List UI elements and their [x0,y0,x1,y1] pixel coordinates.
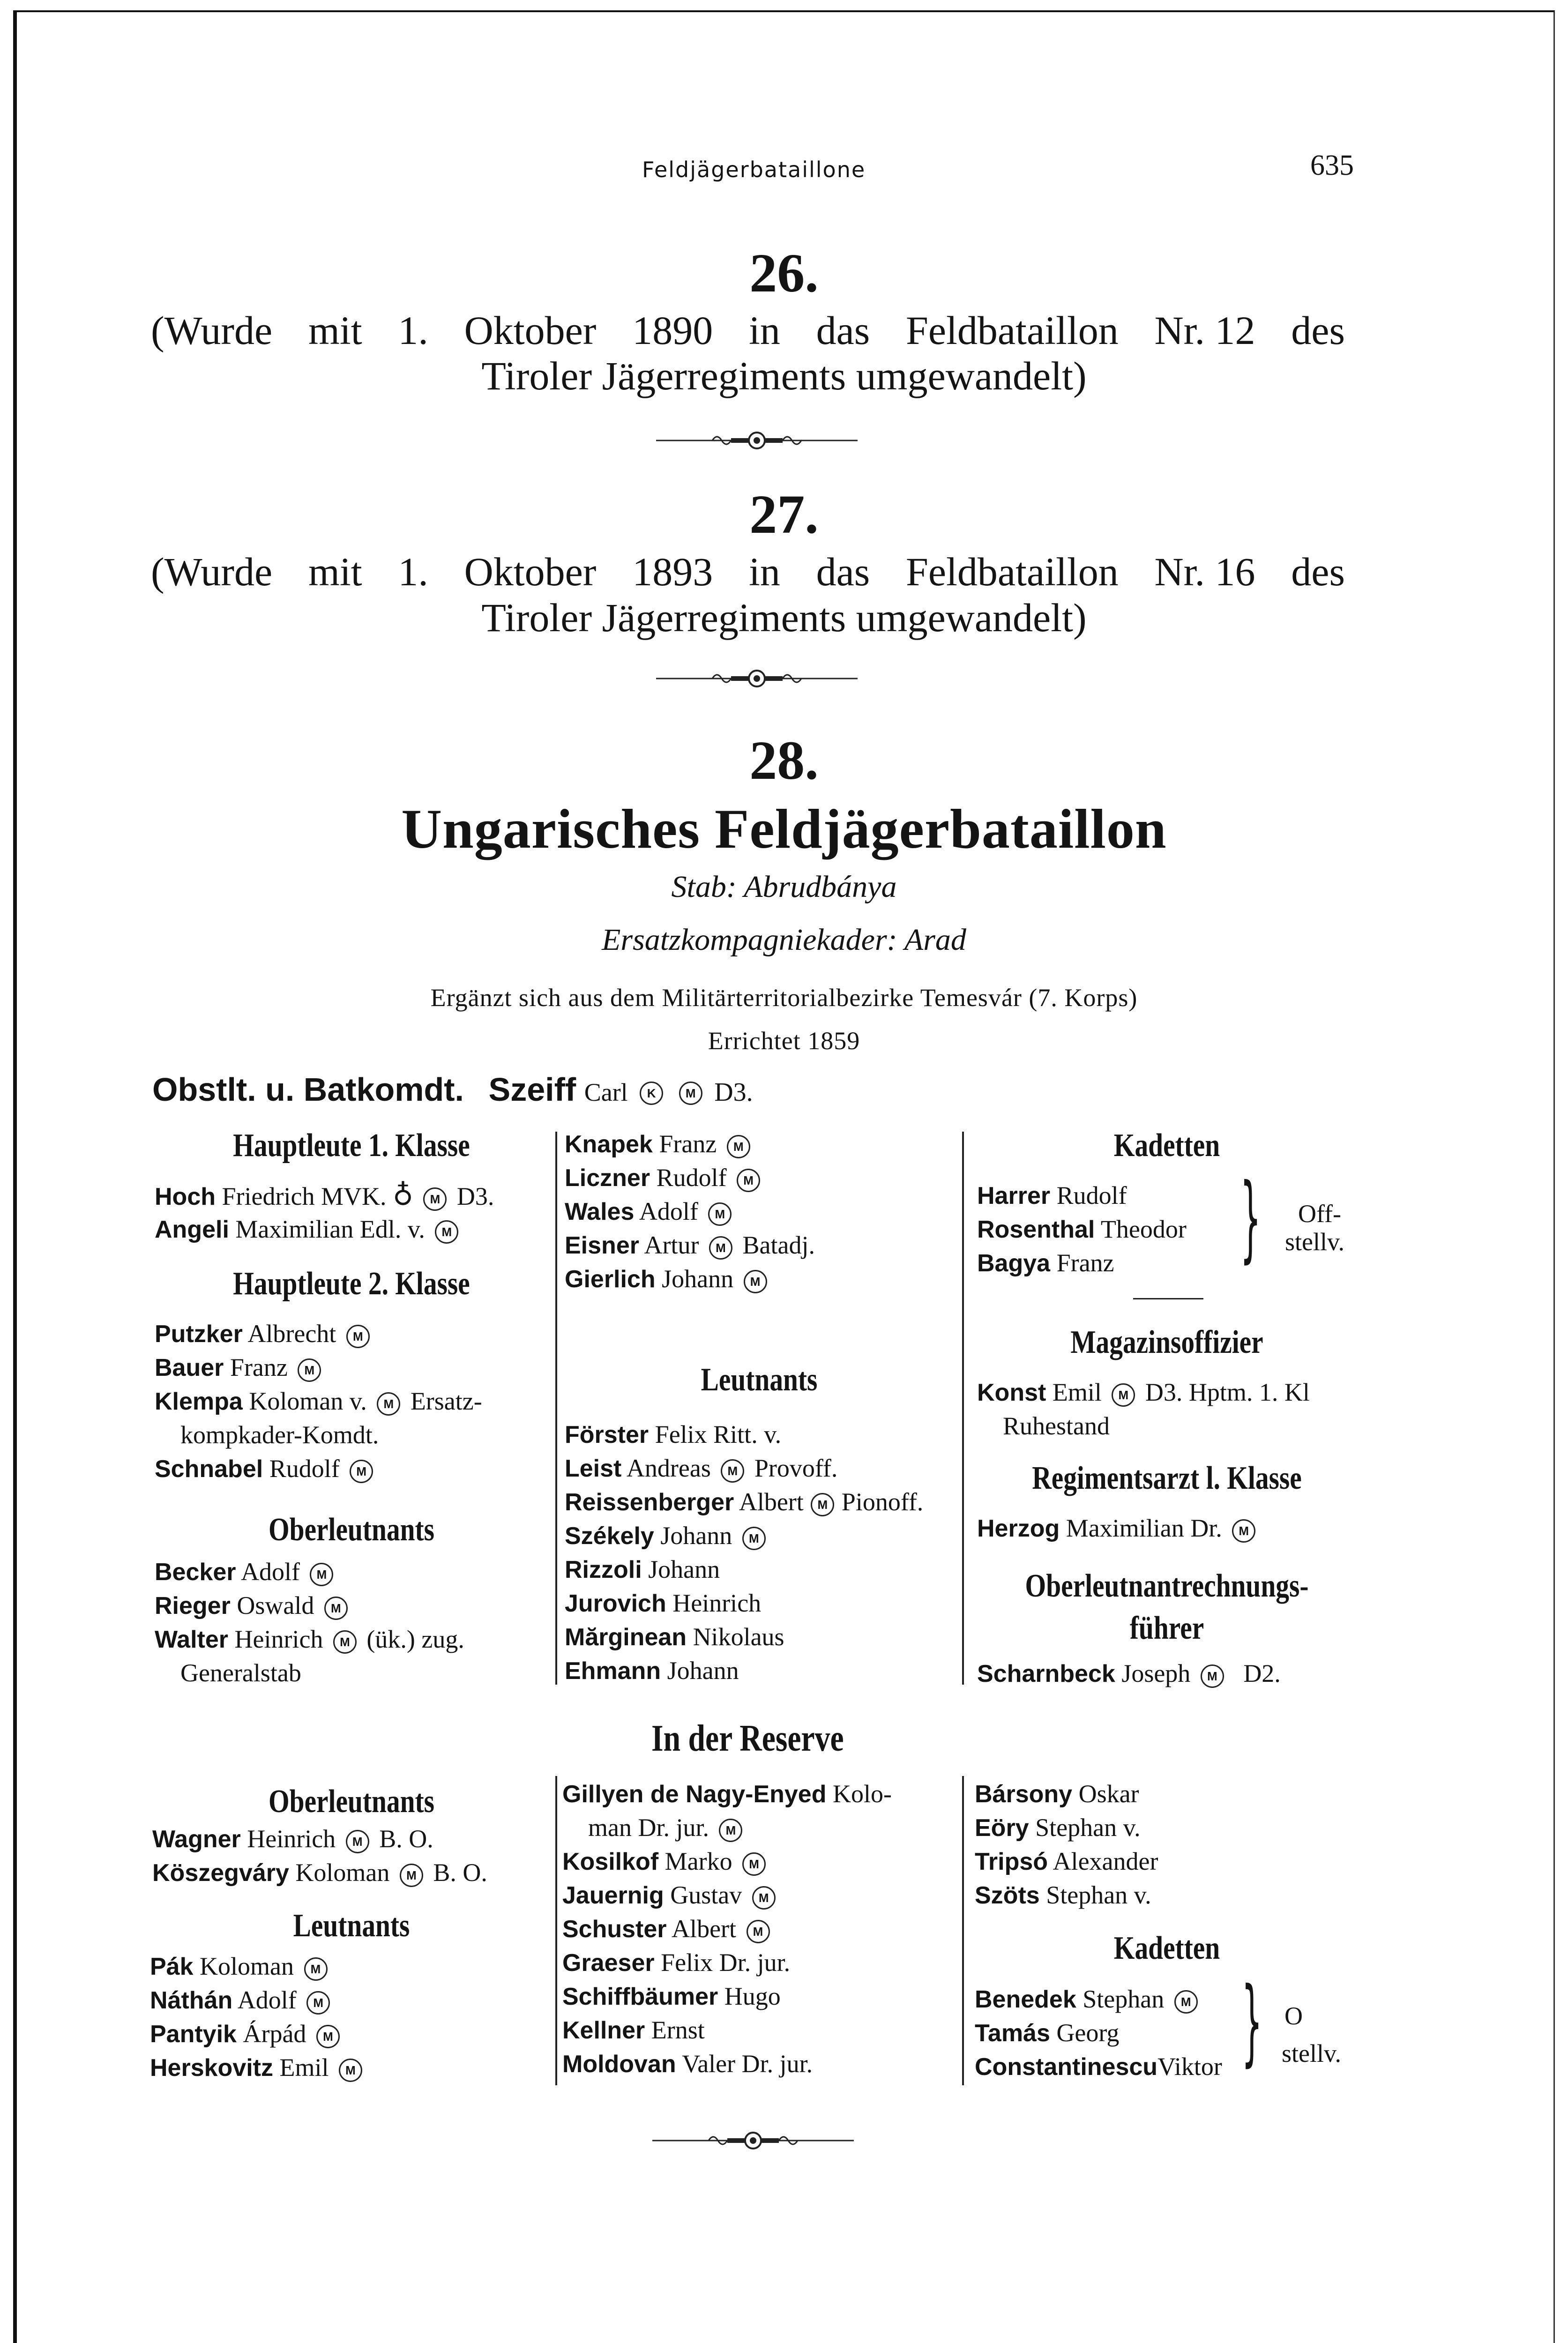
given-name: Andreas [626,1454,711,1482]
list-item [562,1878,779,1912]
list-item [565,1262,771,1296]
note-line: stellv. [1282,2039,1341,2067]
surname: Angeli [155,1216,229,1243]
m-mark-icon: M [1112,1383,1135,1407]
surname: Knapek [565,1131,653,1158]
ornament-divider-icon [652,2127,854,2155]
heading-leutnants: Leutnants [701,1362,818,1398]
list-item [565,1161,764,1195]
heading-reserve-oberleutnants: Oberleutnants [268,1783,434,1820]
surname: Herzog [977,1515,1060,1542]
list-item [150,1983,334,2017]
surname: Gierlich [565,1266,656,1293]
given-name: Franz [230,1353,288,1381]
surname: Gillyen de Nagy-Enyed [562,1781,827,1808]
given-name: Heinrich [672,1589,762,1617]
list-item [975,1844,1158,1879]
list-item [565,1586,761,1620]
given-name: Kolo- [833,1780,892,1808]
given-name: Koloman v. [249,1387,367,1415]
surname: Reissenberger [565,1489,734,1516]
given-name: Maximilian Edl. v. [235,1215,425,1243]
surname: Jauernig [562,1882,664,1909]
kadetten-note [1285,1200,1344,1256]
given-name: Stephan v. [1046,1881,1151,1909]
commander-rank: Obstlt. u. Batkomdt. [152,1071,464,1108]
surname: Rieger [155,1592,231,1619]
section-number-27: 27. [749,484,819,545]
surname: Bársony [975,1781,1073,1808]
ornament-divider-icon [656,664,858,693]
note-word: 1890 [632,308,713,353]
m-mark-icon: M [435,1220,458,1244]
m-mark-icon: M [306,1991,330,2015]
m-mark-icon: M [346,1325,370,1348]
note-word: Nr. 16 [1154,549,1255,594]
list-item [565,1620,784,1654]
reserve-heading: In der Reserve [651,1718,844,1759]
given-name: Alexander [1053,1847,1158,1875]
given-name: Theodor [1100,1215,1187,1243]
note-word: Oktober [464,308,597,353]
erganzt-line: Ergänzt sich aus dem Militärterritorialbezirke Temesvár (7. Korps) [430,984,1138,1012]
surname: Moldovan [562,2051,676,2078]
m-mark-icon: M [324,1597,348,1620]
surname: Schiffbäumer [562,1983,718,2010]
given-name: Valer Dr. jur. [682,2050,813,2078]
reserve-kadetten-note [1282,1997,1341,2072]
list-item [562,1946,790,1980]
note-26-line2: Tiroler Jägerregiments umgewandelt) [481,353,1087,398]
commander-line [152,1071,753,1109]
list-item [150,2017,343,2051]
list-item [565,1194,735,1229]
list-item [565,1519,769,1553]
m-mark-icon: M [346,1830,369,1853]
list-item [565,1451,837,1485]
list-item [975,1878,1151,1912]
given-name: Koloman [200,1952,294,1980]
stab-line: Stab: Abrudbánya [671,870,897,904]
given-name: Heinrich [247,1825,336,1853]
list-item [562,1912,774,1946]
list-item [565,1418,781,1452]
note-word: in [748,308,780,353]
surname: Köszegváry [152,1859,289,1887]
surname: Becker [155,1559,236,1586]
surname: Eöry [975,1814,1029,1842]
given-name: Maximilian Dr. [1066,1514,1222,1542]
ornament-divider-icon [656,426,858,455]
m-mark-icon: M [1174,1990,1198,2014]
list-item [565,1127,754,1161]
list-item [565,1552,720,1587]
k-mark-icon: K [640,1082,663,1105]
given-name: Johann [660,1522,732,1550]
given-name: Albert [739,1488,804,1516]
note-26-line1 [151,307,1345,354]
m-mark-icon: M [752,1886,776,1910]
heading-hauptleute-2: Hauptleute 2. Klasse [233,1266,470,1302]
errichtet-line: Errichtet 1859 [708,1027,860,1055]
note-word: des [1291,549,1345,594]
decoration: D3. Hptm. 1. Kl [1145,1378,1310,1406]
m-mark-icon: M [747,1920,770,1943]
commander-given: Carl [584,1078,628,1106]
m-mark-icon: M [742,1852,766,1876]
surname: Szöts [975,1882,1040,1909]
list-item [152,1856,487,1890]
surname: Pák [150,1953,194,1980]
given-name: Albert [672,1915,737,1943]
note-word: Feldbataillon [905,308,1119,353]
m-mark-icon: M [737,1169,760,1192]
list-item [155,1179,494,1214]
given-name: Stephan v. [1035,1813,1141,1842]
section-number-26: 26. [749,242,819,304]
note-27-line1 [151,548,1345,595]
heading-oberleutnants: Oberleutnants [268,1512,434,1548]
appointment: Batadj. [742,1231,815,1259]
given-name: Adolf [639,1197,698,1225]
note-word: 1. [398,549,428,594]
note-word: mit [308,549,362,594]
note-word: 1. [398,308,428,353]
heading-rechnungsfuehrer-1: Oberleutnantrechnungs- [1025,1568,1309,1604]
note-word: in [748,549,780,594]
surname: Wales [565,1198,635,1225]
list-item [975,2016,1119,2050]
given-name: Rudolf [1056,1181,1127,1209]
list-item [565,1485,923,1519]
m-mark-icon: M [339,2059,362,2082]
m-mark-icon: M [1232,1519,1255,1543]
column-rule [555,1132,557,1685]
given-name: Adolf [241,1558,300,1586]
list-item [975,1777,1139,1811]
surname: Ehmann [565,1657,661,1685]
m-mark-icon: M [679,1082,702,1105]
surname: Székely [565,1522,654,1550]
list-item [562,1844,769,1879]
battalion-title: Ungarisches Feldjägerbataillon [401,798,1167,860]
status: B. O. [433,1858,487,1887]
surname: Harrer [977,1182,1051,1209]
note-line: O [1284,2002,1303,2030]
note-word: mit [308,308,362,353]
given-name: Ernst [651,2016,705,2044]
heading-regimentsarzt: Regimentsarzt l. Klasse [1032,1460,1302,1496]
section-number-28: 28. [749,730,819,791]
list-item [150,1949,331,1984]
m-mark-icon: M [744,1270,767,1293]
status: B. O. [379,1825,433,1853]
list-item [562,1979,781,2014]
heading-kadetten: Kadetten [1113,1127,1220,1164]
note-word: Nr. 12 [1154,308,1255,353]
given-name: Johann [648,1555,720,1583]
heading-rechnungsfuehrer-2: führer [1129,1610,1204,1646]
given-name: Emil [279,2053,329,2082]
given-name: Felix Ritt. v. [655,1420,782,1448]
given-name: Friedrich MVK. [222,1182,387,1210]
list-item [977,1511,1259,1545]
list-item [977,1657,1281,1691]
given-name: Georg [1056,2019,1120,2047]
surname: Putzker [155,1321,243,1348]
decoration: D2. [1243,1659,1281,1687]
brace-icon: } [1241,1967,1262,2076]
list-item [150,2051,366,2085]
note-line: Off- [1298,1200,1341,1228]
given-name: Artur [644,1231,699,1259]
m-mark-icon: M [709,1236,732,1260]
note-line: stellv. [1285,1228,1344,1256]
m-mark-icon: M [350,1460,373,1483]
list-item [155,1589,351,1623]
list-item [975,1811,1141,1845]
surname: Bauer [155,1354,224,1381]
given-name: Heinrich [234,1625,323,1653]
heading-reserve-kadetten: Kadetten [1113,1930,1220,1966]
surname: Rizzoli [565,1556,642,1583]
heading-hauptleute-1: Hauptleute 1. Klasse [233,1127,470,1164]
list-item [562,2047,813,2081]
commander-surname: Szeiff [488,1071,576,1108]
m-mark-icon: M [742,1527,766,1550]
surname: Bagya [977,1250,1051,1277]
note-word: das [816,308,870,353]
decoration-symbol-icon: ♁ [392,1179,413,1212]
surname: Wagner [152,1826,241,1853]
surname: Benedek [975,1986,1076,2013]
given-name: Viktor [1157,2052,1222,2081]
surname: Jurovich [565,1590,666,1617]
list-item [562,2013,705,2047]
surname: Konst [977,1379,1046,1406]
m-mark-icon: M [423,1187,447,1211]
list-item-continuation: kompkader-Komdt. [180,1421,379,1449]
list-item [155,1317,373,1351]
given-name: Árpád [243,2020,306,2048]
surname: Walter [155,1626,228,1653]
given-name: Koloman [295,1858,390,1887]
list-item [977,1375,1310,1410]
m-mark-icon: M [304,1957,328,1981]
list-item [155,1622,464,1657]
given-name: Nikolaus [693,1623,784,1651]
given-name: Gustav [670,1881,742,1909]
surname: Schnabel [155,1455,263,1483]
list-item [977,1246,1114,1280]
note-word: (Wurde [151,308,273,353]
running-head: Feldjägerbataillone [642,157,866,182]
m-mark-icon: M [377,1392,400,1416]
m-mark-icon: M [333,1630,357,1654]
list-item [975,1982,1202,2016]
note-word: Oktober [464,549,597,594]
given-name: Adolf [237,1986,297,2014]
appointment: Provoff. [754,1454,838,1482]
given-name: Hugo [724,1982,781,2010]
surname: Náthán [150,1987,233,2014]
list-item [155,1452,377,1486]
surname: Förster [565,1421,649,1448]
appointment: (ük.) zug. [366,1625,464,1653]
surname: Graeser [562,1949,655,1977]
heading-reserve-leutnants: Leutnants [293,1908,410,1944]
note-27-line2: Tiroler Jägerregiments umgewandelt) [481,595,1087,640]
surname: Constantinescu [975,2053,1158,2081]
given-name: Johann [667,1657,739,1685]
given-name: Franz [1056,1249,1114,1277]
column-rule [962,1776,964,2085]
surname: Mărginean [565,1624,687,1651]
m-mark-icon: M [316,2025,340,2048]
surname: Kosilkof [562,1848,659,1875]
list-item-continuation: Generalstab [180,1659,301,1687]
given-name: Joseph [1121,1659,1191,1687]
m-mark-icon: M [811,1493,834,1516]
list-item [562,1777,892,1811]
surname: Rosenthal [977,1216,1095,1243]
surname: Leist [565,1455,622,1482]
short-rule [1133,1298,1203,1299]
surname: Eisner [565,1232,639,1259]
surname: Klempa [155,1388,243,1415]
heading-magazinsoffizier: Magazinsoffizier [1070,1324,1263,1360]
given-name: Marko [665,1847,732,1875]
appointment: Ersatz- [410,1387,482,1415]
list-item [565,1654,739,1688]
ersatz-line: Ersatzkompagniekader: Arad [602,923,966,957]
list-item [155,1384,482,1418]
surname: Schuster [562,1916,667,1943]
surname: Scharnbeck [977,1660,1115,1687]
surname: Liczner [565,1164,650,1192]
given-name: Stephan [1083,1985,1165,2013]
list-item [155,1555,337,1589]
list-item [977,1179,1127,1213]
given-name: Felix Dr. jur. [661,1948,791,1977]
given-name: Emil [1052,1378,1102,1406]
decoration: D3. [456,1182,494,1210]
list-item [155,1351,325,1385]
m-mark-icon: M [719,1819,742,1842]
note-word: 1893 [632,549,713,594]
given-name: Oskar [1078,1780,1139,1808]
surname: Tripsó [975,1848,1048,1875]
given-name: Albrecht [247,1320,336,1348]
given-name: Johann [662,1265,734,1293]
list-item [977,1212,1187,1246]
m-mark-icon: M [400,1864,423,1887]
m-mark-icon: M [298,1358,321,1382]
given-name: Franz [659,1130,717,1158]
m-mark-icon: M [708,1202,732,1226]
list-item [152,1822,433,1856]
column-rule [555,1776,557,2085]
m-mark-icon: M [721,1459,744,1483]
m-mark-icon: M [727,1135,750,1158]
list-item [155,1212,462,1246]
note-word: (Wurde [151,549,273,594]
m-mark-icon: M [1201,1664,1224,1688]
surname: Tamás [975,2020,1050,2047]
continuation-text: man Dr. jur. [588,1813,709,1842]
list-item [565,1228,815,1262]
list-item-continuation: Ruhestand [1003,1412,1110,1440]
brace-icon: } [1240,1164,1261,1273]
list-item [975,2050,1222,2084]
surname: Herskovitz [150,2054,273,2082]
column-rule [962,1132,964,1685]
list-item-continuation [588,1811,746,1844]
given-name: Rudolf [656,1164,727,1192]
surname: Hoch [155,1183,216,1210]
page-number: 635 [1310,149,1354,181]
given-name: Oswald [237,1591,314,1619]
appointment: Pionoff. [841,1488,924,1516]
note-word: das [816,549,870,594]
surname: Kellner [562,2017,645,2044]
note-word: des [1291,308,1345,353]
commander-decoration: D3. [714,1078,753,1107]
m-mark-icon: M [310,1563,333,1586]
surname: Pantyik [150,2021,237,2048]
given-name: Rudolf [269,1455,340,1483]
note-word: Feldbataillon [905,549,1119,594]
